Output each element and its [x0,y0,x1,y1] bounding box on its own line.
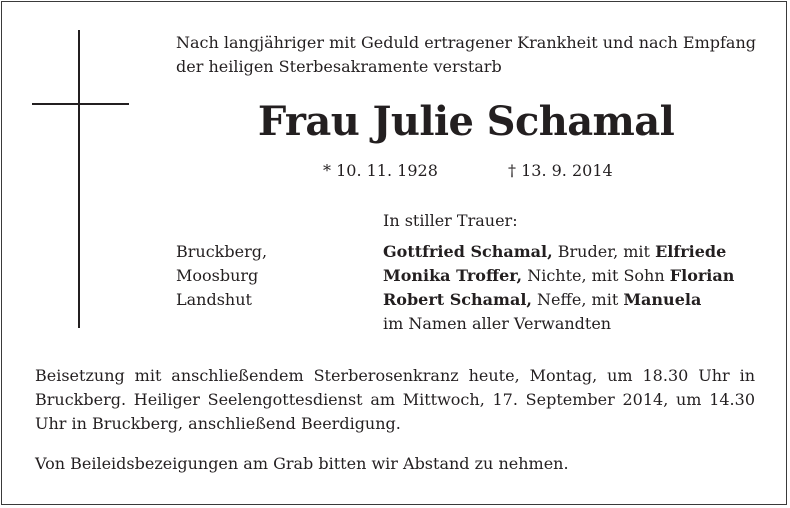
funeral-details: Beisetzung mit anschließendem Sterberosenkranz heute, Montag, um 18.30 Uhr in Bruckberg. Heiliger Seelengottesdienst am Mittwoch, 17. September 2014, um 14.30 Uhr in Bruckberg, anschließend Beerdigung. [35,366,755,433]
deceased-name: Frau Julie Schamal [257,98,675,145]
mourner-entry [383,240,734,264]
mourners-list [383,240,734,336]
cross-icon [78,30,80,328]
mourning-line: In stiller Trauer: [383,211,518,230]
mourner-partner: Florian [669,266,735,285]
mourner-name: Robert Schamal, [383,290,532,309]
death-date: † 13. 9. 2014 [508,161,613,180]
intro-text: Nach langjähriger mit Geduld ertragener Krankheit und nach Empfang der heiligen Sterbesakramente verstarb [176,33,756,76]
mourner-name: Monika Troffer, [383,266,523,285]
mourner-partner: Elfriede [655,242,727,261]
mourner-partner: Manuela [623,290,702,309]
place: Bruckberg, [176,242,268,261]
place: Landshut [176,290,252,309]
mourner-entry [383,288,734,312]
cross-icon-beam [32,103,129,105]
relatives-line: im Namen aller Verwandten [383,314,612,333]
mourner-entry [383,264,734,288]
birth-date: * 10. 11. 1928 [323,161,438,180]
mourner-relation: Bruder, mit [552,242,656,261]
places-list [176,240,267,312]
condolence-note: Von Beileidsbezeigungen am Grab bitten wir Abstand zu nehmen. [35,454,569,473]
mourner-relation: Neffe, mit [531,290,624,309]
place: Moosburg [176,266,259,285]
mourner-name: Gottfried Schamal, [383,242,553,261]
mourner-relation: Nichte, mit Sohn [522,266,670,285]
